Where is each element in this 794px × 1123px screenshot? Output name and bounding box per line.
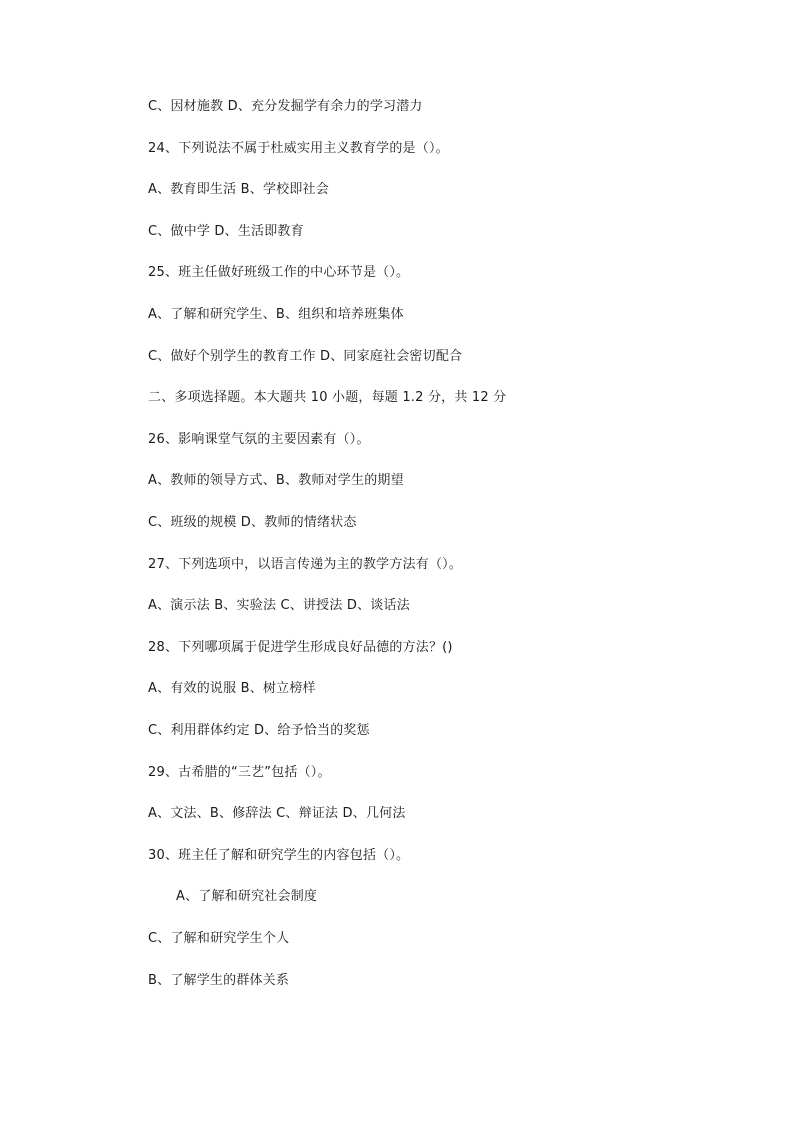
question-28: 28、下列哪项属于促进学生形成良好品德的方法？() bbox=[148, 640, 453, 655]
option-line-27: A、演示法 B、实验法 C、讲授法 D、谈话法 bbox=[148, 598, 410, 613]
option-line-26-ab: A、教师的领导方式、B、教师对学生的期望 bbox=[148, 473, 404, 488]
question-26: 26、影响课堂气氛的主要因素有（）。 bbox=[148, 432, 370, 447]
option-line-25-cd: C、做好个别学生的教育工作 D、同家庭社会密切配合 bbox=[148, 349, 463, 364]
option-line-23-cd: C、因材施教 D、充分发掘学有余力的学习潜力 bbox=[148, 99, 423, 114]
option-30-a: A、了解和研究社会制度 bbox=[176, 889, 318, 904]
option-line-29: A、文法、B、修辞法 C、辩证法 D、几何法 bbox=[148, 806, 406, 821]
option-line-24-ab: A、教育即生活 B、学校即社会 bbox=[148, 182, 329, 197]
section-heading-multiple-choice: 二、多项选择题。本大题共 10 小题，每题 1.2 分，共 12 分 bbox=[148, 390, 507, 405]
option-line-28-cd: C、利用群体约定 D、给予恰当的奖惩 bbox=[148, 723, 370, 738]
option-30-b: B、了解学生的群体关系 bbox=[148, 973, 290, 988]
option-line-26-cd: C、班级的规模 D、教师的情绪状态 bbox=[148, 515, 357, 530]
question-24: 24、下列说法不属于杜威实用主义教育学的是（）。 bbox=[148, 141, 449, 156]
option-line-25-ab: A、了解和研究学生、B、组织和培养班集体 bbox=[148, 307, 404, 322]
option-line-24-cd: C、做中学 D、生活即教育 bbox=[148, 224, 304, 239]
option-line-28-ab: A、有效的说服 B、树立榜样 bbox=[148, 681, 316, 696]
question-29: 29、古希腊的“三艺”包括（）。 bbox=[148, 765, 331, 780]
option-30-c: C、了解和研究学生个人 bbox=[148, 931, 290, 946]
question-25: 25、班主任做好班级工作的中心环节是（）。 bbox=[148, 265, 410, 280]
question-30: 30、班主任了解和研究学生的内容包括（）。 bbox=[148, 848, 410, 863]
question-27: 27、下列选项中，以语言传递为主的教学方法有（）。 bbox=[148, 557, 463, 572]
